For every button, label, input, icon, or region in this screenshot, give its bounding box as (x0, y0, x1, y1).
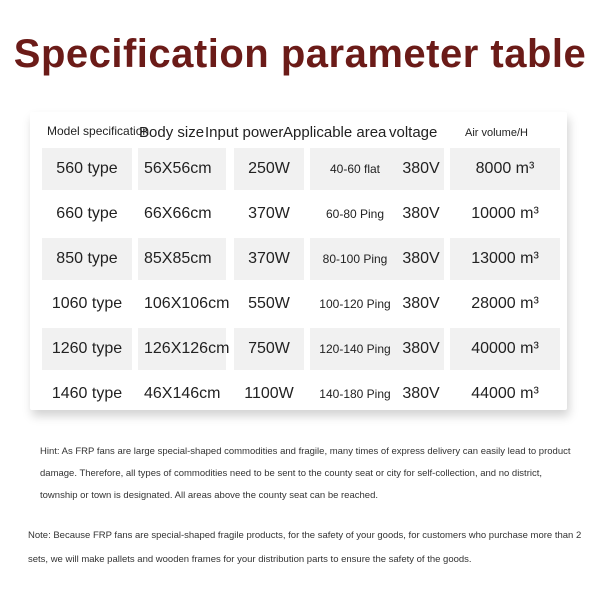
header-air-volume: Air volume/H (465, 127, 528, 139)
cell-size: 85X85cm (138, 238, 226, 280)
cell-area: 100-120 Ping (319, 297, 391, 311)
cell-model: 1060 type (51, 295, 123, 312)
table-row (42, 238, 562, 280)
cell-air-volume: 13000 m³ (450, 238, 560, 280)
cell-power: 370W (234, 238, 304, 280)
table-row (42, 283, 562, 325)
cell-area: 60-80 Ping (325, 207, 385, 221)
header-input-power: Input power (205, 124, 284, 141)
cell-voltage: 380V (402, 295, 440, 312)
cell-size: 106X106cm (144, 295, 230, 312)
cell-power: 250W (234, 148, 304, 190)
cell-model: 560 type (42, 148, 132, 190)
page-title: Specification parameter table (13, 32, 587, 76)
header-body-size: Body size (139, 124, 205, 141)
cell-voltage: 380V (398, 238, 444, 280)
cell-voltage: 380V (398, 148, 444, 190)
header-model: Model specification (47, 124, 150, 138)
cell-area: 40-60 flat (310, 148, 400, 190)
cell-air-volume: 10000 m³ (471, 205, 539, 222)
cell-size: 46X146cm (144, 385, 221, 402)
cell-air-volume: 40000 m³ (450, 328, 560, 370)
table-row (42, 373, 562, 415)
cell-size: 66X66cm (144, 205, 212, 222)
cell-model: 660 type (56, 205, 118, 222)
cell-size: 126X126cm (138, 328, 226, 370)
cell-voltage: 380V (398, 328, 444, 370)
cell-power: 750W (234, 328, 304, 370)
table-row (42, 193, 562, 235)
table-row (42, 148, 562, 190)
cell-power: 1100W (244, 385, 294, 402)
cell-size: 56X56cm (138, 148, 226, 190)
cell-area: 140-180 Ping (319, 387, 391, 401)
cell-air-volume: 44000 m³ (471, 385, 539, 402)
cell-power: 550W (248, 295, 290, 312)
cell-model: 1460 type (51, 385, 123, 402)
cell-air-volume: 28000 m³ (471, 295, 539, 312)
note-text: Note: Because FRP fans are special-shaped fragile products, for the safety of your goods, for customers who purchase more than 2 sets, we will make pallets and wooden frames for your distribution parts to ensure the safety of the goods. (28, 530, 582, 565)
cell-model: 850 type (42, 238, 132, 280)
cell-model: 1260 type (42, 328, 132, 370)
cell-area: 120-140 Ping (310, 328, 400, 370)
cell-voltage: 380V (402, 385, 440, 402)
cell-air-volume: 8000 m³ (450, 148, 560, 190)
hint-text: Hint: As FRP fans are large special-shaped commodities and fragile, many times of express delivery can easily lead to product damage. Therefore, all types of commodities need to be sent to the county seat or city for self-collection, and no district, township or town is designated. All areas above the county seat can be reached. (40, 446, 571, 501)
header-applicable-area: Applicable area (283, 124, 387, 141)
table-row (42, 328, 562, 370)
cell-voltage: 380V (402, 205, 440, 222)
header-voltage: voltage (389, 124, 438, 141)
cell-area: 80-100 Ping (310, 238, 400, 280)
cell-power: 370W (248, 205, 290, 222)
